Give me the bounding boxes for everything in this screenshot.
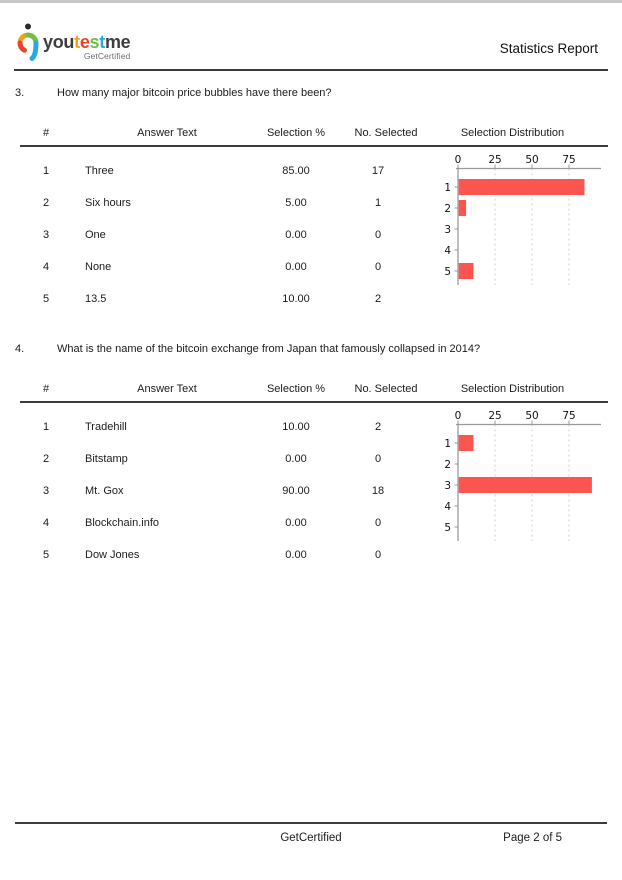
column-header-answer-text: Answer Text (137, 127, 197, 139)
youtestme-logo-icon (14, 22, 40, 62)
table-header-rule (20, 401, 608, 403)
logo-word-part: you (43, 32, 75, 52)
column-header-num: # (42, 127, 50, 139)
chart-tick-label: 75 (562, 410, 576, 422)
question-text: How many major bitcoin price bubbles have there been? (57, 87, 332, 99)
answer-no-selected: 0 (374, 261, 382, 273)
chart-bar (459, 179, 585, 195)
answer-no-selected: 0 (374, 517, 382, 529)
answer-selection-pct: 0.00 (285, 229, 307, 241)
question-block (0, 82, 622, 338)
table-header-rule (20, 145, 608, 147)
chart-tick-label: 25 (488, 410, 502, 422)
chart-tick-label: 0 (454, 410, 462, 422)
answer-no-selected: 18 (371, 485, 385, 497)
answer-no-selected: 0 (374, 453, 382, 465)
logo-word-part: s (89, 32, 100, 52)
answer-no-selected: 1 (374, 197, 382, 209)
answer-text: Mt. Gox (85, 485, 124, 497)
answer-selection-pct: 0.00 (285, 261, 307, 273)
chart-bar (459, 200, 466, 216)
footer-page-number: Page 2 of 5 (503, 832, 562, 844)
chart-category-label: 4 (444, 500, 451, 513)
answer-number: 3 (42, 485, 50, 497)
answer-selection-pct: 0.00 (285, 549, 307, 561)
answer-number: 5 (42, 549, 50, 561)
answer-number: 1 (42, 165, 50, 177)
top-strip (0, 0, 622, 3)
answer-text: 13.5 (85, 293, 107, 305)
logo-wordmark (43, 33, 130, 51)
chart-tick-label: 0 (454, 154, 462, 166)
column-header-selection-pct: Selection % (266, 127, 326, 139)
chart-tick-label: 50 (525, 154, 539, 166)
question-number: 4. (15, 343, 25, 355)
answer-text: Three (85, 165, 114, 177)
answer-text: Bitstamp (85, 453, 128, 465)
column-header-selection-pct: Selection % (266, 383, 326, 395)
answer-number: 1 (42, 421, 50, 433)
question-block (0, 338, 622, 594)
logo-subtitle: GetCertified (83, 51, 131, 61)
answer-selection-pct: 85.00 (282, 165, 310, 177)
answer-text: Six hours (85, 197, 131, 209)
answer-no-selected: 17 (371, 165, 385, 177)
question-number: 3. (15, 87, 25, 99)
report-title: Statistics Report (499, 41, 598, 56)
answer-number: 4 (42, 517, 50, 529)
selection-distribution-chart (440, 151, 608, 291)
column-header-answer-text: Answer Text (137, 383, 197, 395)
answer-no-selected: 0 (374, 229, 382, 241)
column-header-selection-distribution: Selection Distribution (460, 127, 565, 139)
answer-text: Dow Jones (85, 549, 140, 561)
chart-tick-label: 75 (562, 154, 576, 166)
answer-no-selected: 2 (374, 293, 382, 305)
answer-text: Tradehill (85, 421, 127, 433)
chart-category-label: 3 (444, 479, 451, 492)
logo-word-part: me (104, 32, 131, 52)
question-text: What is the name of the bitcoin exchange from Japan that famously collapsed in 2014? (57, 343, 481, 355)
column-header-no-selected: No. Selected (354, 127, 418, 139)
answer-text: Blockchain.info (85, 517, 159, 529)
chart-category-label: 3 (444, 223, 451, 236)
column-header-num: # (42, 383, 50, 395)
column-header-selection-distribution: Selection Distribution (460, 383, 565, 395)
logo-word-part: t (99, 32, 105, 52)
chart-tick-label: 25 (488, 154, 502, 166)
header-rule (14, 69, 608, 71)
answer-number: 3 (42, 229, 50, 241)
chart-category-label: 5 (444, 265, 451, 278)
answer-selection-pct: 0.00 (285, 453, 307, 465)
answer-number: 2 (42, 453, 50, 465)
logo-word-part: t (74, 32, 80, 52)
chart-bar (459, 435, 474, 451)
chart-tick-label: 50 (525, 410, 539, 422)
answer-text: One (85, 229, 106, 241)
answer-text: None (85, 261, 112, 273)
footer-center-text: GetCertified (280, 832, 342, 844)
chart-category-label: 1 (444, 181, 451, 194)
answer-selection-pct: 10.00 (282, 293, 310, 305)
answer-no-selected: 0 (374, 549, 382, 561)
chart-category-label: 2 (444, 458, 451, 471)
chart-category-label: 2 (444, 202, 451, 215)
column-header-no-selected: No. Selected (354, 383, 418, 395)
logo-text-column (43, 33, 130, 61)
logo-word-part: e (79, 32, 90, 52)
chart-category-label: 5 (444, 521, 451, 534)
answer-number: 4 (42, 261, 50, 273)
answer-selection-pct: 5.00 (285, 197, 307, 209)
chart-bar (459, 477, 592, 493)
answer-selection-pct: 0.00 (285, 517, 307, 529)
answer-row (0, 292, 622, 306)
answer-no-selected: 2 (374, 421, 382, 433)
chart-bar (459, 263, 474, 279)
answer-number: 2 (42, 197, 50, 209)
chart-category-label: 1 (444, 437, 451, 450)
selection-distribution-chart (440, 407, 608, 547)
answer-row (0, 548, 622, 562)
chart-category-label: 4 (444, 244, 451, 257)
youtestme-logo (14, 22, 130, 62)
footer-rule (15, 822, 607, 824)
answer-selection-pct: 10.00 (282, 421, 310, 433)
answer-selection-pct: 90.00 (282, 485, 310, 497)
answer-number: 5 (42, 293, 50, 305)
